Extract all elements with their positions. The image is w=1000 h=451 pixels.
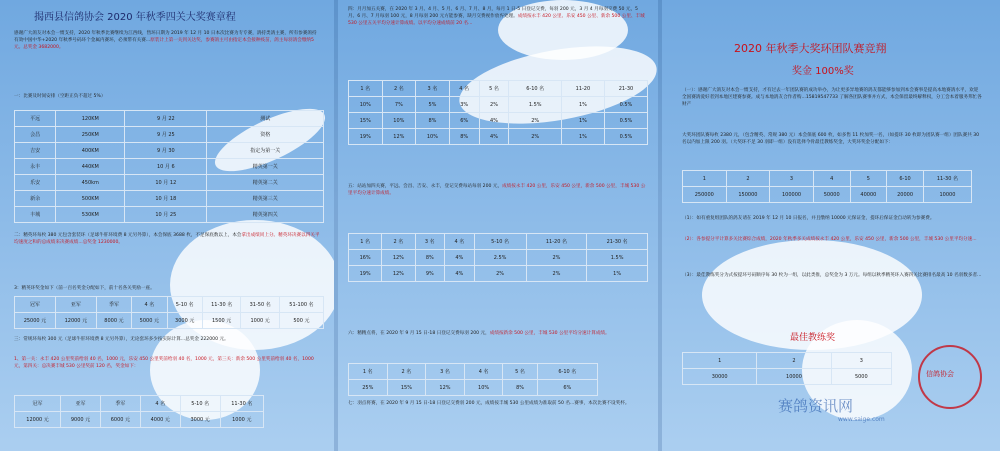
race-cell: 10 月 6 xyxy=(125,159,207,175)
team-value-cell: 250000 xyxy=(683,187,727,203)
monthly-header-cell: 1 名 xyxy=(349,81,383,97)
final-header-cell: 亚军 xyxy=(61,396,101,412)
final-header-cell: 冠军 xyxy=(15,396,61,412)
station-header-cell: 5-10 名 xyxy=(474,234,526,250)
monthly-value-cell: 10% xyxy=(416,129,450,145)
race-cell: 10 月 12 xyxy=(125,175,207,191)
monthly-value-cell: 1% xyxy=(561,129,604,145)
prize-header-cell: 5-10 名 xyxy=(167,297,202,313)
race-cell: 精英第二关 xyxy=(207,175,324,191)
pick-header-cell: 2 名 xyxy=(387,364,426,380)
station-header-cell: 4 名 xyxy=(445,234,475,250)
race-cell: 吉安 xyxy=(15,143,56,159)
monthly-header-cell: 5 名 xyxy=(479,81,509,97)
final-value-cell: 6000 元 xyxy=(100,412,140,428)
panel3-para2: 大奖环团队赛每枚 2380 元，（包含精英、常规 380 元）本会保底 600 枚，如多售 11 枚加奖一名，（如提环 30 枚即为团队赛一组）团队赛共 30 名以内加上限 200 羽。（大奖环不足 30 羽即一组）没有选择今骨最佳教练奖金，大奖环奖金分配如下： xyxy=(682,133,980,145)
team-value-cell: 50000 xyxy=(813,187,850,203)
station-header-cell: 21-30 名 xyxy=(587,234,648,250)
para1: 四：月月加五关赛，在 2020 年 3 月、4 月、5 月、6 月、7 月、8 月，每月 1 日-5 日登记交费，每羽 200 元，3 月 4 月每羽交费 50 元，5 月、6 月、7 月每羽 100 元，8 月每羽 200 元方能参赛，缺月交费视作放弃处理。成绩按永丰 420 公里、乐安 450 公里、新余 500 公里、丰城 530 公里五关平均分速计算成绩。以平均分速成绩前 20 名... xyxy=(348,7,645,26)
pick-header-cell: 3 名 xyxy=(426,364,465,380)
pick-value-cell: 10% xyxy=(464,380,503,396)
monthly-value-cell: 15% xyxy=(349,113,383,129)
station-prize-table xyxy=(348,233,648,282)
team-value-cell: 100000 xyxy=(770,187,814,203)
prize-value-cell: 5000 元 xyxy=(132,313,167,329)
coach-header-cell: 3 xyxy=(831,353,891,369)
monthly-value-cell: 0.5% xyxy=(604,129,647,145)
monthly-value-cell: 8% xyxy=(416,113,450,129)
prize-value-cell: 3000 元 xyxy=(167,313,202,329)
race-cell: 新余 xyxy=(15,191,56,207)
race-cell: 乐安 xyxy=(15,175,56,191)
team-header-cell: 1 xyxy=(683,171,727,187)
station-value-cell: 9% xyxy=(415,266,445,282)
race-cell: 530KM xyxy=(56,207,125,223)
monthly-value-cell: 12% xyxy=(382,129,416,145)
final-value-cell: 4000 元 xyxy=(140,412,180,428)
race-cell: 450km xyxy=(56,175,125,191)
panel3-para3: （1）：如有重复组团队的鸽友请在 2019 年 12 月 10 日报名，并且缴纳 10000 元保证金，提环后保证金自动转为参赛费。 xyxy=(682,216,935,221)
prize-header-cell: 11-30 名 xyxy=(202,297,241,313)
team-header-cell: 3 xyxy=(770,171,814,187)
race-cell: 精英第三关 xyxy=(207,191,324,207)
race-cell: 会昌 xyxy=(15,127,56,143)
race-row xyxy=(15,111,324,127)
race-row xyxy=(15,143,324,159)
prize-value-cell: 25000 元 xyxy=(15,313,56,329)
monthly-value-cell: 19% xyxy=(349,129,383,145)
monthly-value-cell: 0.5% xyxy=(604,97,647,113)
section3-text: 三：常规环每枚 300 元（足球牛肝环境费 8 元另外算），无论套环多少按实际计算...总奖金 222000 元。 xyxy=(14,337,229,342)
station-header-cell: 3 名 xyxy=(415,234,445,250)
race-cell: 平远 xyxy=(15,111,56,127)
monthly-value-cell: 4% xyxy=(479,113,509,129)
team-value-cell: 40000 xyxy=(850,187,887,203)
panel3-subtitle: 奖金 100%奖 xyxy=(792,66,854,77)
station-header-cell: 1 名 xyxy=(349,234,382,250)
pick-value-cell: 25% xyxy=(349,380,388,396)
station-value-cell: 4% xyxy=(445,266,475,282)
coach-header-cell: 2 xyxy=(757,353,831,369)
association-stamp: 信鸽协会 xyxy=(918,345,982,409)
race-cell: 10 月 25 xyxy=(125,207,207,223)
race-cell: 丰城 xyxy=(15,207,56,223)
station-value-cell: 16% xyxy=(349,250,382,266)
race-row xyxy=(15,207,324,223)
race-row xyxy=(15,127,324,143)
team-header-cell: 11-30 名 xyxy=(923,171,971,187)
race-cell: 400KM xyxy=(56,143,125,159)
monthly-value-cell: 3% xyxy=(449,97,479,113)
race-row xyxy=(15,191,324,207)
monthly-value-cell: 4% xyxy=(479,129,509,145)
prize-header-cell: 4 名 xyxy=(132,297,167,313)
race-cell: 指定为第一关 xyxy=(207,143,324,159)
pick-value-cell: 8% xyxy=(503,380,537,396)
race-schedule-table xyxy=(14,110,324,223)
section2-text: 二：精英环每枚 380 元包含套装环（足球牛肝环境费 8 元另外算），本会保底 3688 枚，不足保底数以上，本会拿出成绩同上分。精英环决赛以四关平均速度之和的总成绩来决赛成绩...总奖金 1230000。 xyxy=(14,233,320,245)
coach-value-cell: 5000 xyxy=(831,369,891,385)
race-cell: 9 月 30 xyxy=(125,143,207,159)
monthly-value-cell: 1.5% xyxy=(509,97,561,113)
panel-middle xyxy=(338,0,658,451)
watermark-logo: 赛鸽资讯网 www.saige.com xyxy=(778,397,885,423)
race-cell: 测试 xyxy=(207,111,324,127)
coach-prize-table xyxy=(682,352,892,385)
prize-header-cell: 亚军 xyxy=(55,297,96,313)
prize-header-cell: 季军 xyxy=(96,297,131,313)
race-cell: 精英第四关 xyxy=(207,207,324,223)
prize-value-cell: 500 元 xyxy=(279,313,323,329)
station-value-cell: 2% xyxy=(474,266,526,282)
monthly-value-cell: 7% xyxy=(382,97,416,113)
race-cell: 250KM xyxy=(56,127,125,143)
race-cell: 精英第一关 xyxy=(207,159,324,175)
panel1-intro: 感谢广大鸽友对本会一惯支持，2020 年秋季比赛继续为江西线，售环日期为 2019 年 12 月 10 日本次比赛为专专赛，鸽持类鸽主赛，所有参赛鸽持有效中国中华+2020 年秋季号码环个金属内赛环，必须带有关赛...原装计上第一关到关达奖，参赛鸽主可由指定本会接种疫苗，鸽主每羽鸽会缴纳5元。总奖金 3682000。 xyxy=(14,31,317,50)
section2-prize-note: 3：精英环奖金如下（前一百名奖金分配如下，前十名各关奖励一座。 xyxy=(14,286,155,291)
monthly-header-cell: 3 名 xyxy=(416,81,450,97)
pick-header-cell: 5 名 xyxy=(503,364,537,380)
pick-value-cell: 6% xyxy=(537,380,597,396)
team-prize-table xyxy=(682,170,972,203)
coach-award-title: 最佳教练奖 xyxy=(790,333,836,343)
prize-header-cell: 31-50 名 xyxy=(241,297,280,313)
monthly-value-cell: 10% xyxy=(382,113,416,129)
final-value-cell: 9000 元 xyxy=(61,412,101,428)
final-header-cell: 11-30 名 xyxy=(220,396,263,412)
race-cell: 资格 xyxy=(207,127,324,143)
team-value-cell: 150000 xyxy=(726,187,770,203)
coach-value-cell: 30000 xyxy=(683,369,757,385)
coach-value-cell: 10000 xyxy=(757,369,831,385)
para3: 六：精精点将，在 2020 年 9 月 15 日-18 日登记交费每羽 200 元，成绩按新余 500 公里，丰城 530 公里平均分速计算成绩。 xyxy=(348,331,610,336)
station-value-cell: 8% xyxy=(415,250,445,266)
race-row xyxy=(15,159,324,175)
para2: 五：站站加四关赛，平远、会昌、吉安、永丰，登记交费每站每羽 200 元，成绩按永丰 420 公里，乐安 450 公里，新余 500 公里，丰城 530 公里平均分速计算成绩。 xyxy=(348,184,646,196)
panel1-title: 揭西县信鸽协会 2020 年秋季四关大奖赛章程 xyxy=(34,12,236,23)
race-cell: 500KM xyxy=(56,191,125,207)
race-row xyxy=(15,175,324,191)
station-header-cell: 11-20 名 xyxy=(526,234,587,250)
race-cell: 9 月 22 xyxy=(125,111,207,127)
station-value-cell: 19% xyxy=(349,266,382,282)
prize-header-cell: 冠军 xyxy=(15,297,56,313)
final-header-cell: 4 名 xyxy=(140,396,180,412)
final-header-cell: 5-10 名 xyxy=(180,396,220,412)
monthly-header-cell: 21-30 xyxy=(604,81,647,97)
section3-red: 1、第一关：永丰 420 公里奖前给羽 40 名，1000 元，乐安 450 公里奖前给羽 40 名，1000 元，第三关：新余 500 公里奖前给羽 40 名，1000 元，第四关：总决赛丰城 530 公里奖前 120 名，奖金如下： xyxy=(14,357,314,369)
final-value-cell: 1000 元 xyxy=(220,412,263,428)
monthly-value-cell: 2% xyxy=(479,97,509,113)
prize-value-cell: 1500 元 xyxy=(202,313,241,329)
team-value-cell: 20000 xyxy=(887,187,924,203)
panel3-title: 2020 年秋季大奖环团队赛竞翔 xyxy=(734,42,887,55)
prize-value-cell: 1000 元 xyxy=(241,313,280,329)
elite-prize-table xyxy=(14,296,324,329)
final-value-cell: 12000 元 xyxy=(15,412,61,428)
monthly-value-cell: 8% xyxy=(449,129,479,145)
monthly-header-cell: 4 名 xyxy=(449,81,479,97)
station-value-cell: 4% xyxy=(445,250,475,266)
monthly-value-cell: 2% xyxy=(509,129,561,145)
coach-header-cell: 1 xyxy=(683,353,757,369)
final-value-cell: 3000 元 xyxy=(180,412,220,428)
monthly-value-cell: 6% xyxy=(449,113,479,129)
pick-value-cell: 12% xyxy=(426,380,465,396)
station-value-cell: 1.5% xyxy=(587,250,648,266)
final-prize-table xyxy=(14,395,264,428)
team-header-cell: 2 xyxy=(726,171,770,187)
pick-header-cell: 6-10 名 xyxy=(537,364,597,380)
monthly-header-cell: 11-20 xyxy=(561,81,604,97)
race-cell: 9 月 25 xyxy=(125,127,207,143)
monthly-value-cell: 1% xyxy=(561,97,604,113)
pick-header-cell: 1 名 xyxy=(349,364,388,380)
panel-right xyxy=(662,0,1000,451)
monthly-prize-table xyxy=(348,80,648,145)
monthly-value-cell: 1% xyxy=(561,113,604,129)
panel3-para3-red: （2）：各参提分平计算多关比赛综合成绩，2020 年秋季多关成绩按永丰 420 公里，乐安 450 公里，新余 500 公里，丰城 530 公里平均分速... xyxy=(682,237,977,242)
race-cell: 永丰 xyxy=(15,159,56,175)
prize-value-cell: 8000 元 xyxy=(96,313,131,329)
panel3-para4: （3）：最佳教练奖分为式按提环号码顺序每 30 枚为一组，以此类推，总奖金为 3 万元。每组以秋季精英环入赛四关比赛排名最高 10 名羽数多者... xyxy=(682,273,982,278)
station-header-cell: 2 名 xyxy=(382,234,415,250)
monthly-value-cell: 2% xyxy=(509,113,561,129)
final-header-cell: 季军 xyxy=(100,396,140,412)
station-value-cell: 2.5% xyxy=(474,250,526,266)
station-value-cell: 1% xyxy=(587,266,648,282)
station-value-cell: 2% xyxy=(526,266,587,282)
prize-value-cell: 12000 元 xyxy=(55,313,96,329)
section1-heading: 一：比赛及时间安排（空距正负不超过 5%） xyxy=(14,94,106,99)
monthly-value-cell: 5% xyxy=(416,97,450,113)
monthly-value-cell: 0.5% xyxy=(604,113,647,129)
panel-left xyxy=(0,0,334,451)
monthly-value-cell: 10% xyxy=(349,97,383,113)
team-value-cell: 10000 xyxy=(923,187,971,203)
team-header-cell: 4 xyxy=(813,171,850,187)
team-header-cell: 5 xyxy=(850,171,887,187)
para4: 七：羽点将赛，在 2020 年 9 月 15 日-18 日登记交费羽 200 元，成绩按丰城 530 公里成绩为准取前 50 名...赛事，本次比赛不设奖杯。 xyxy=(348,401,630,406)
monthly-header-cell: 6-10 名 xyxy=(509,81,561,97)
prize-header-cell: 51-100 名 xyxy=(279,297,323,313)
station-value-cell: 2% xyxy=(526,250,587,266)
station-value-cell: 12% xyxy=(382,266,415,282)
elite-pick-table xyxy=(348,363,598,396)
race-cell: 10 月 18 xyxy=(125,191,207,207)
race-cell: 120KM xyxy=(56,111,125,127)
pick-header-cell: 4 名 xyxy=(464,364,503,380)
station-value-cell: 12% xyxy=(382,250,415,266)
race-cell: 440KM xyxy=(56,159,125,175)
pick-value-cell: 15% xyxy=(387,380,426,396)
panel3-para1: （一）：感谢广大鸽友对本会一惯支持，才有过去一年团队赛的成功举办，为让更多异地赛的鸽友都能够参加到本会赛事是提高本地赛鸽水平，欢迎全国赛鸽爱好者到本地区建赛参赛。成与本地鸽友合作者购...15819547733 了解各团队赛事并方式，本会保留最终解释权，分工会本着服务邦忙各财产 xyxy=(682,88,982,107)
team-header-cell: 6-10 xyxy=(887,171,924,187)
monthly-header-cell: 2 名 xyxy=(382,81,416,97)
